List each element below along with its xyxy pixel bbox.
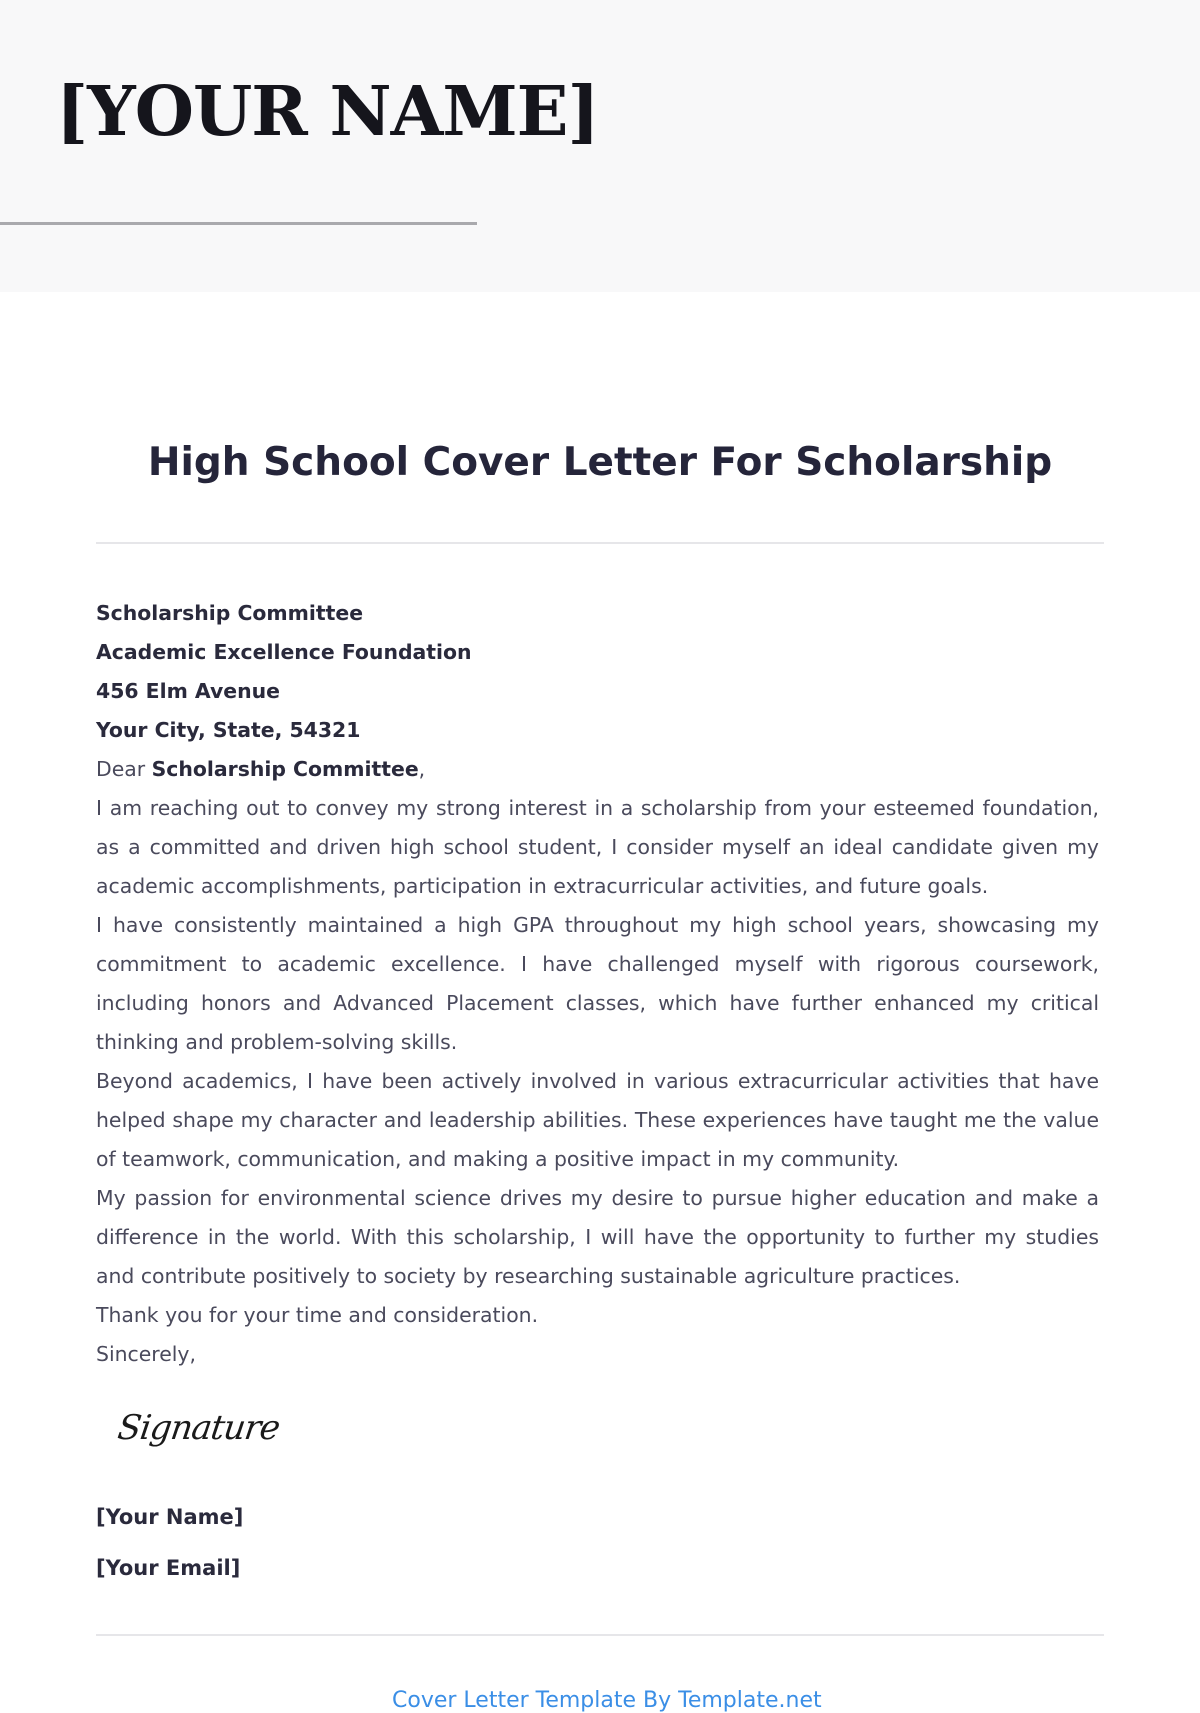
salutation-name: Scholarship Committee (151, 757, 419, 781)
signer-name: [Your Name] (96, 1505, 244, 1529)
salutation-suffix: , (418, 757, 426, 781)
letter-paragraph: I am reaching out to convey my strong interest in a scholarship from your esteemed foundation, as a committed and driven high school student, I consider myself an ideal candidate given my academic accomplishments, participation in extracurricular activities, and future goals. (96, 796, 1099, 898)
document-title: High School Cover Letter For Scholarship (147, 440, 1053, 485)
footer-divider (96, 1634, 1104, 1636)
salutation-prefix: Dear (96, 757, 152, 781)
recipient-line: Scholarship Committee (96, 601, 364, 625)
closing: Sincerely, (96, 1342, 196, 1366)
recipient-line: 456 Elm Avenue (96, 679, 280, 703)
header-name: [YOUR NAME] (56, 72, 599, 152)
template-footer-link[interactable]: Cover Letter Template By Template.net (392, 1688, 822, 1713)
signature: Signature (115, 1408, 282, 1448)
signer-email: [Your Email] (96, 1556, 241, 1580)
header-band (0, 0, 1200, 292)
header-divider (0, 222, 477, 225)
title-divider (96, 542, 1104, 544)
letter-paragraph: Thank you for your time and consideration. (96, 1303, 539, 1327)
letter-paragraph: Beyond academics, I have been actively involved in various extracurricular activities that have helped shape my character and leadership abilities. These experiences have taught me the value of teamwork, communication, and making a positive impact in my community. (96, 1069, 1099, 1171)
letter-paragraph: I have consistently maintained a high GPA throughout my high school years, showcasing my commitment to academic excellence. I have challenged myself with rigorous coursework, including honors and Advanced Placement classes, which have further enhanced my critical thinking and problem-solving skills. (96, 913, 1099, 1054)
letter-body (96, 594, 1099, 1374)
recipient-line: Your City, State, 54321 (96, 718, 361, 742)
salutation (96, 750, 1099, 789)
letter-paragraph: My passion for environmental science drives my desire to pursue higher education and make a difference in the world. With this scholarship, I will have the opportunity to further my studies and contribute positively to society by researching sustainable agriculture practices. (96, 1186, 1099, 1288)
recipient-line: Academic Excellence Foundation (96, 640, 472, 664)
